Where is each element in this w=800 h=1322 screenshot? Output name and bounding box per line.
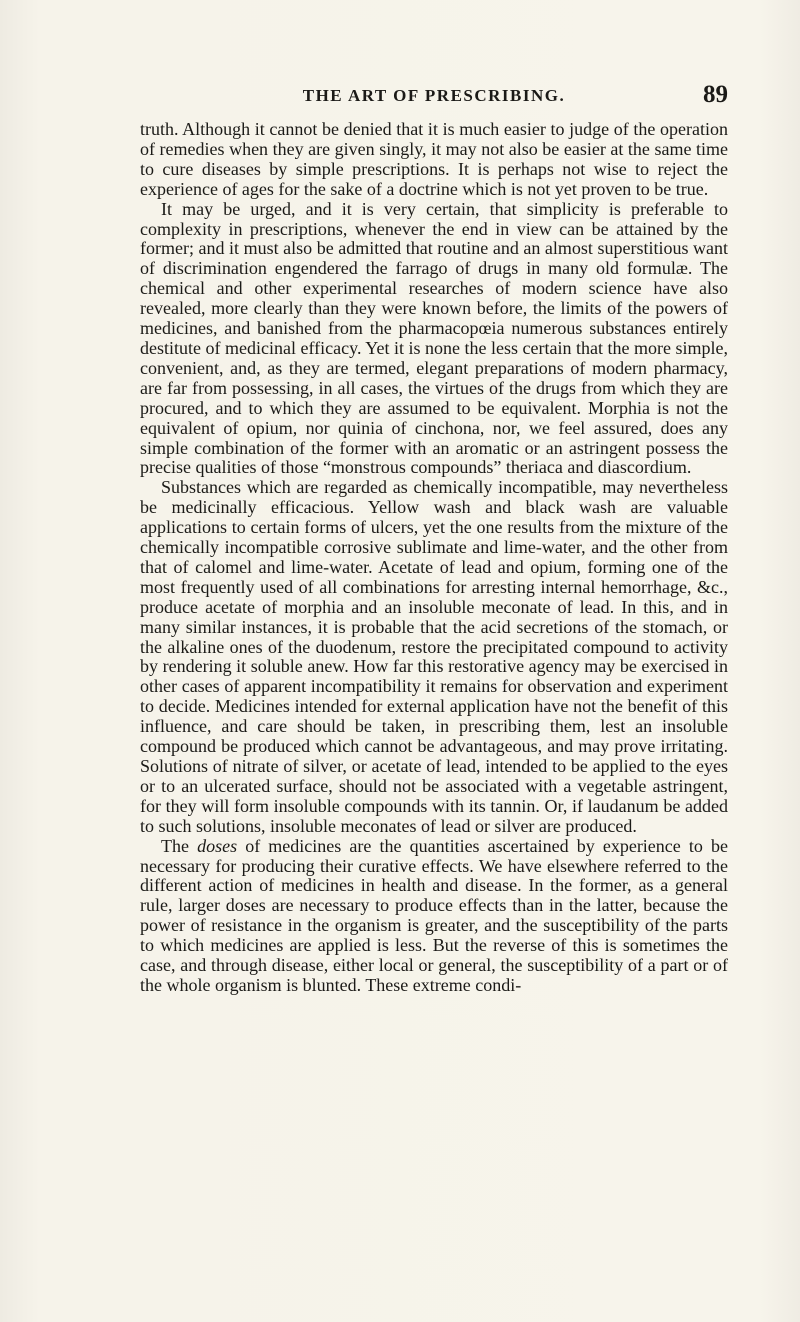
paragraph-doses [140,837,728,996]
doses-italic-term: doses [197,835,238,856]
running-title: THE ART OF PRESCRIBING. [302,86,566,105]
running-head [140,81,728,110]
paragraph-continuation: truth. Although it cannot be denied that it is much easier to judge of the operation of remedies when they are given singly, it may not also be easier at the same time to cure diseases by simple prescriptions. It is perhaps not wise to reject the experience of ages for the sake of a doctrine which is not yet proven to be true. [140,119,728,199]
page-number: 89 [703,81,728,108]
paragraph-doses-text: of medicines are the quantities ascertained by experience to be necessary for producing their curative effects. We have elsewhere referred to the different action of medicines in health and disease. In the former, as a general rule, larger doses are necessary to produce effects than in the latter, because the power of resistance in the organism is greater, and the susceptibility of the parts to which medicines are applied is less. But the reverse of this is sometimes the case, and through disease, either local or general, the susceptibility of a part or of the whole organism is blunted. These extreme condi- [140,835,728,995]
paragraph-incompatibles: Substances which are regarded as chemically incompatible, may nevertheless be medicinally efficacious. Yellow wash and black wash are valuable applications to certain forms of ulcers, yet the one results from the mixture of the chemically incompatible corrosive sublimate and lime-water, and the other from that of calomel and lime-water. Acetate of lead and opium, forming one of the most frequently used of all combinations for arresting internal hemorrhage, &c., produce acetate of morphia and an insoluble meconate of lead. In this, and in many similar instances, it is probable that the acid secretions of the stomach, or the alkaline ones of the duodenum, restore the precipitated compound to activity by rendering it soluble anew. How far this restorative agency may be exercised in other cases of apparent incompatibility it remains for observation and experiment to decide. Medicines intended for external application have not the benefit of this influence, and care should be taken, in prescribing them, lest an insoluble compound be produced which cannot be advantageous, and may prove irritating. Solutions of nitrate of silver, or acetate of lead, intended to be applied to the eyes or to an ulcerated surface, should not be associated with a vegetable astringent, for they will form insoluble compounds with its tannin. Or, if laudanum be added to such solutions, insoluble meconates of lead or silver are produced. [140,477,728,836]
body-text [140,120,728,996]
paragraph-simplicity: It may be urged, and it is very certain, that simplicity is preferable to complexity in prescriptions, whenever the end in view can be attained by the former; and it must also be admitted that routine and an almost superstitious want of discrimination engendered the farrago of drugs in many old formulæ. The chemical and other experimental researches of modern science have also revealed, more clearly than they were known before, the limits of the powers of medicines, and banished from the pharmacopœia numerous substances entirely destitute of medicinal efficacy. Yet it is none the less certain that the more simple, convenient, and, as they are termed, elegant preparations of modern pharmacy, are far from possessing, in all cases, the virtues of the drugs from which they are procured, and to which they are assumed to be equivalent. Morphia is not the equivalent of opium, nor quinia of cinchona, nor, we feel assured, does any simple combination of the former with an aromatic or an astringent possess the precise qualities of those “monstrous compounds” theriaca and diascordium. [140,198,728,478]
paragraph-doses-lead: The [161,835,198,856]
